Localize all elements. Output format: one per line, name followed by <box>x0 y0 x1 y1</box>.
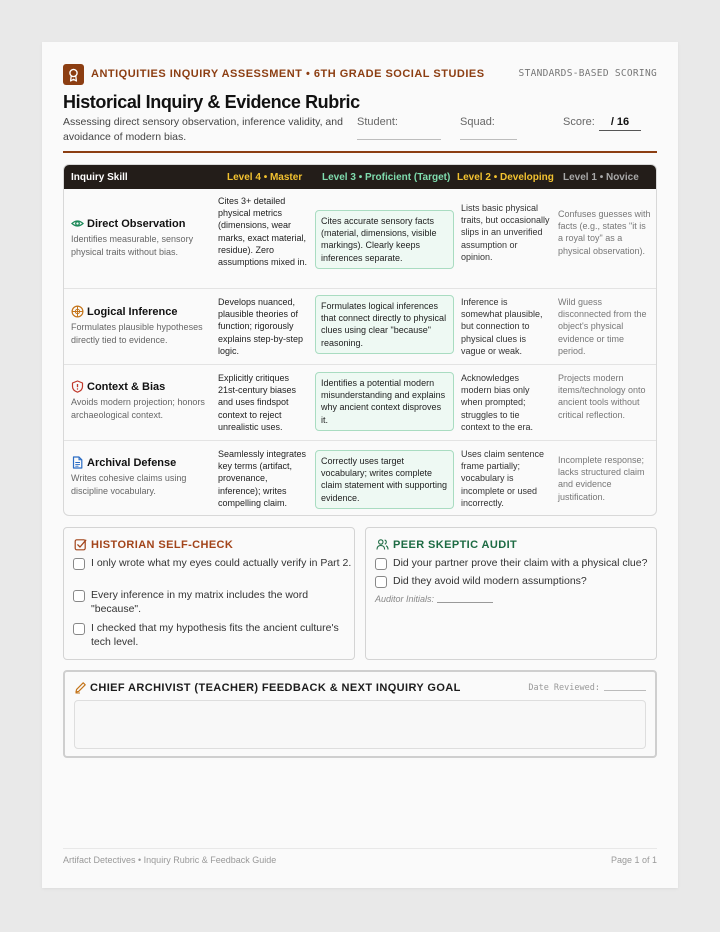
level-1-cell: Projects modern items/technology onto ancient tools without critical reflection. <box>558 373 646 420</box>
skill-cell <box>71 380 211 422</box>
header-level-4: Level 4 • Master <box>227 172 303 183</box>
skill-description: Identifies measurable, sensory physical traits without bias. <box>71 234 194 257</box>
auditor-initials <box>375 594 493 604</box>
self-check-title <box>74 538 233 551</box>
self-check-item[interactable] <box>73 622 354 649</box>
self-check-item[interactable] <box>73 589 354 616</box>
pencil-icon <box>74 681 87 694</box>
skill-name: Direct Observation <box>87 217 186 230</box>
checkbox[interactable] <box>73 558 85 570</box>
self-check-item-text: I only wrote what my eyes could actually verify in Part 2. <box>91 557 352 569</box>
squad-label: Squad: <box>460 116 495 128</box>
header-divider <box>63 151 657 153</box>
checkbox[interactable] <box>73 623 85 635</box>
footer-divider <box>63 848 657 849</box>
peer-audit-item[interactable] <box>375 575 587 589</box>
level-2-cell: Lists basic physical traits, but occasionally slips in an unverified assumption or opinion. <box>461 203 550 262</box>
skill-description: Writes cohesive claims using discipline vocabulary. <box>71 473 187 496</box>
skill-name: Archival Defense <box>87 456 177 469</box>
skill-cell <box>71 217 211 259</box>
rubric-table <box>63 164 657 516</box>
level-3-cell: Cites accurate sensory facts (material, dimensions, visible markings). Clearly keeps inferences separate. <box>315 210 454 269</box>
self-check-item[interactable] <box>73 557 351 571</box>
peer-audit-item-text: Did your partner prove their claim with a physical clue? <box>393 557 648 569</box>
header-level-2: Level 2 • Developing <box>457 172 554 183</box>
page-title: Historical Inquiry & Evidence Rubric <box>63 92 360 112</box>
award-badge-icon <box>63 64 84 85</box>
rubric-row-archival-defense <box>64 441 656 516</box>
level-4-cell: Seamlessly integrates key terms (artifact, provenance, inference); writes compelling claim. <box>218 449 307 508</box>
level-2-cell: Uses claim sentence frame partially; vocabulary is incomplete or used incorrectly. <box>461 449 545 508</box>
rubric-header-row <box>64 165 656 189</box>
page-number: Page 1 of 1 <box>610 855 657 865</box>
level-2-cell: Inference is somewhat plausible, but connection to physical clues is vague or weak. <box>461 297 543 356</box>
level-4-cell: Develops nuanced, plausible theories of function; rigorously explains step-by-step logic. <box>218 297 304 356</box>
peer-skeptic-audit <box>365 527 657 660</box>
auditor-initials-label: Auditor Initials: <box>375 594 435 604</box>
self-check-item-text: Every inference in my matrix includes the word "because". <box>91 589 309 615</box>
header-level-3: Level 3 • Proficient (Target) <box>322 172 451 183</box>
feedback-title-text: CHIEF ARCHIVIST (TEACHER) FEEDBACK & NEXT INQUIRY GOAL <box>90 681 461 694</box>
peer-audit-title-text: PEER SKEPTIC AUDIT <box>393 538 518 551</box>
level-3-cell: Identifies a potential modern misunderstanding and explains why ancient context disproves it. <box>315 372 454 431</box>
skill-description: Formulates plausible hypotheses directly tied to evidence. <box>71 322 203 345</box>
self-check-title-text: HISTORIAN SELF-CHECK <box>91 538 234 551</box>
rubric-row-context-bias <box>64 365 656 441</box>
checkbox-icon <box>74 538 87 551</box>
skill-name: Logical Inference <box>87 305 178 318</box>
level-3-cell: Formulates logical inferences that connect directly to physical clues using clear "because" reasoning. <box>315 295 454 354</box>
checkbox[interactable] <box>375 576 387 588</box>
peer-audit-title <box>376 538 517 551</box>
score-field[interactable]: / 16 <box>599 116 641 131</box>
teacher-feedback-box <box>63 670 657 758</box>
page-subtitle: Assessing direct sensory observation, inference validity, and avoidance of modern bias. <box>63 116 343 143</box>
level-4-cell: Cites 3+ detailed physical metrics (dimensions, wear marks, exact material, residue). Zero assumptions mixed in. <box>218 196 308 268</box>
compass-icon <box>71 305 84 318</box>
rubric-row-logical-inference <box>64 289 656 365</box>
eye-icon <box>71 217 84 230</box>
peer-audit-item-text: Did they avoid wild modern assumptions? <box>393 575 587 587</box>
self-check-item-text: I checked that my hypothesis fits the ancient culture's tech level. <box>91 622 339 648</box>
level-1-cell: Incomplete response; lacks structured claim and evidence justification. <box>558 455 645 502</box>
assessment-kicker: ANTIQUITIES INQUIRY ASSESSMENT • 6TH GRADE SOCIAL STUDIES <box>91 68 485 80</box>
skill-cell <box>71 456 211 498</box>
date-reviewed <box>528 683 646 693</box>
date-reviewed-field[interactable] <box>604 690 646 691</box>
header-top <box>63 64 657 84</box>
level-1-cell: Wild guess disconnected from the object's physical evidence or time period. <box>558 297 647 356</box>
level-3-cell: Correctly uses target vocabulary; writes complete claim statement with supporting evidence. <box>315 450 454 509</box>
level-2-cell: Acknowledges modern bias only when prompted; struggles to tie context to the era. <box>461 373 534 432</box>
checkbox[interactable] <box>73 590 85 602</box>
users-icon <box>376 538 389 551</box>
shield-alert-icon <box>71 380 84 393</box>
score-label: Score: <box>563 116 595 128</box>
feedback-textarea[interactable] <box>74 700 646 749</box>
skill-name: Context & Bias <box>87 380 166 393</box>
squad-field[interactable] <box>460 139 517 140</box>
rubric-page <box>42 42 678 888</box>
scoring-label: STANDARDS-BASED SCORING <box>518 68 657 79</box>
document-icon <box>71 456 84 469</box>
historian-self-check <box>63 527 355 660</box>
date-reviewed-label: Date Reviewed: <box>528 683 600 693</box>
skill-cell <box>71 305 211 347</box>
student-label: Student: <box>357 116 398 128</box>
header-level-1: Level 1 • Novice <box>563 172 639 183</box>
level-4-cell: Explicitly critiques 21st-century biases and uses findspot context to reject unrealistic uses. <box>218 373 297 432</box>
student-field[interactable] <box>357 139 441 140</box>
auditor-initials-field[interactable] <box>437 602 493 603</box>
feedback-title <box>74 681 461 694</box>
footer-title: Artifact Detectives • Inquiry Rubric & Feedback Guide <box>63 855 277 865</box>
rubric-row-direct-observation <box>64 189 656 289</box>
level-1-cell: Confuses guesses with facts (e.g., states "it is a royal toy" as a physical observation). <box>558 209 651 256</box>
header-inquiry-skill: Inquiry Skill <box>71 172 128 183</box>
checkbox[interactable] <box>375 558 387 570</box>
skill-description: Avoids modern projection; honors archaeological context. <box>71 397 205 420</box>
peer-audit-item[interactable] <box>375 557 647 571</box>
